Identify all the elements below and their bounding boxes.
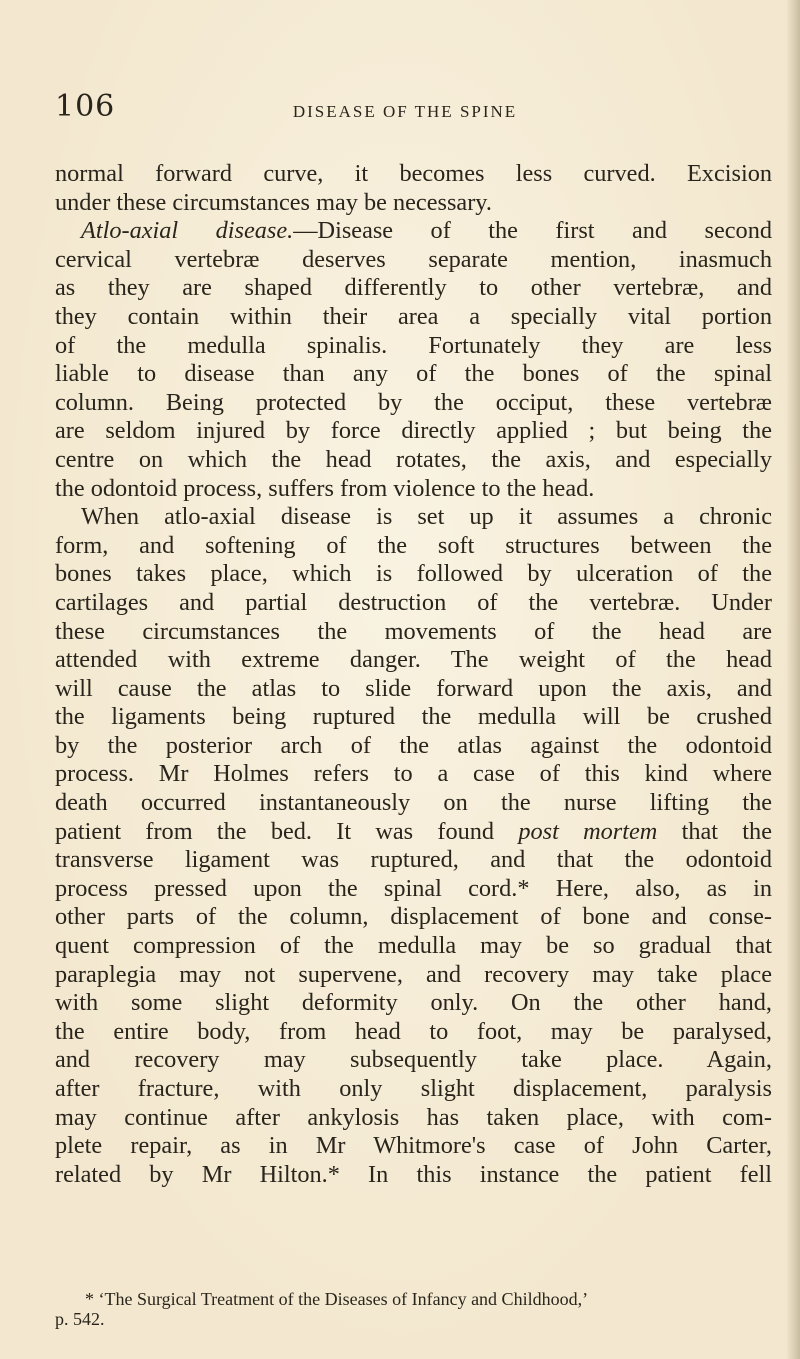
footnote — [55, 1289, 772, 1329]
text-line: the ligaments being ruptured the medulla will be crushed — [55, 703, 772, 731]
text-line: related by Mr Hilton.* In this instance the patient fell — [55, 1160, 772, 1188]
text-line: these circumstances the movements of the head are — [55, 617, 772, 645]
text-line: will cause the atlas to slide forward upon the axis, and — [55, 674, 772, 702]
text-line: other parts of the column, displacement of bone and conse- — [55, 903, 772, 931]
text-line: transverse ligament was ruptured, and that the odontoid — [55, 846, 772, 874]
text-line: with some slight deformity only. On the other hand, — [55, 989, 772, 1017]
page-header — [55, 89, 755, 132]
text-fragment: that the — [681, 817, 772, 845]
text-line: by the posterior arch of the atlas against the odontoid — [55, 731, 772, 759]
text-fragment: —Disease of the first and second — [293, 217, 773, 245]
page-number: 106 — [55, 89, 116, 124]
text-line: When atlo-axial disease is set up it assumes a chronic — [81, 503, 772, 531]
section-title: Atlo-axial disease. — [81, 217, 294, 245]
text-line: bones takes place, which is followed by ulceration of the — [55, 560, 772, 588]
running-head: DISEASE OF THE SPINE — [292, 102, 518, 121]
text-line: cervical vertebræ deserves separate mention, inasmuch — [55, 245, 772, 273]
text-line: normal forward curve, it becomes less curved. Excision — [55, 160, 772, 187]
page-edge-shadow — [786, 0, 800, 1359]
body-text — [55, 160, 772, 1189]
text-line: process. Mr Holmes refers to a case of this kind where — [55, 760, 772, 788]
text-fragment: patient from the bed. It was found — [55, 817, 495, 845]
text-line: and recovery may subsequently take place. Again, — [55, 1046, 772, 1074]
text-line: quent compression of the medulla may be so gradual that — [55, 932, 772, 960]
text-line: centre on which the head rotates, the axis, and especially — [55, 445, 772, 473]
text-line: they contain within their area a specially vital portion — [55, 302, 772, 330]
text-line: of the medulla spinalis. Fortunately they are less — [55, 331, 772, 359]
text-line: cartilages and partial destruction of the vertebræ. Under — [55, 588, 772, 616]
text-line: process pressed upon the spinal cord.* Here, also, as in — [55, 874, 772, 902]
text-line: are seldom injured by force directly applied ; but being the — [55, 417, 772, 445]
text-line: may continue after ankylosis has taken place, with com- — [55, 1103, 772, 1131]
italic-phrase: post mortem — [518, 817, 658, 845]
footnote-line: * ‘The Surgical Treatment of the Diseases of Infancy and Childhood,’ — [85, 1289, 589, 1309]
text-line: death occurred instantaneously on the nurse lifting the — [55, 789, 772, 817]
text-line — [55, 217, 772, 246]
text-line: attended with extreme danger. The weight of the head — [55, 646, 772, 674]
footnote-line: p. 542. — [55, 1309, 105, 1329]
text-line: plete repair, as in Mr Whitmore's case of John Carter, — [55, 1132, 772, 1160]
text-line: the odontoid process, suffers from violence to the head. — [55, 474, 595, 502]
text-line: under these circumstances may be necessary. — [55, 188, 492, 216]
text-line: liable to disease than any of the bones of the spinal — [55, 360, 772, 388]
text-line: as they are shaped differently to other vertebræ, and — [55, 274, 772, 302]
text-line: column. Being protected by the occiput, these vertebræ — [55, 388, 772, 416]
text-line: form, and softening of the soft structures between the — [55, 531, 772, 559]
text-line: the entire body, from head to foot, may be paralysed, — [55, 1017, 772, 1045]
text-line: after fracture, with only slight displacement, paralysis — [55, 1075, 772, 1102]
text-line — [55, 818, 772, 847]
text-line: paraplegia may not supervene, and recovery may take place — [55, 960, 772, 988]
